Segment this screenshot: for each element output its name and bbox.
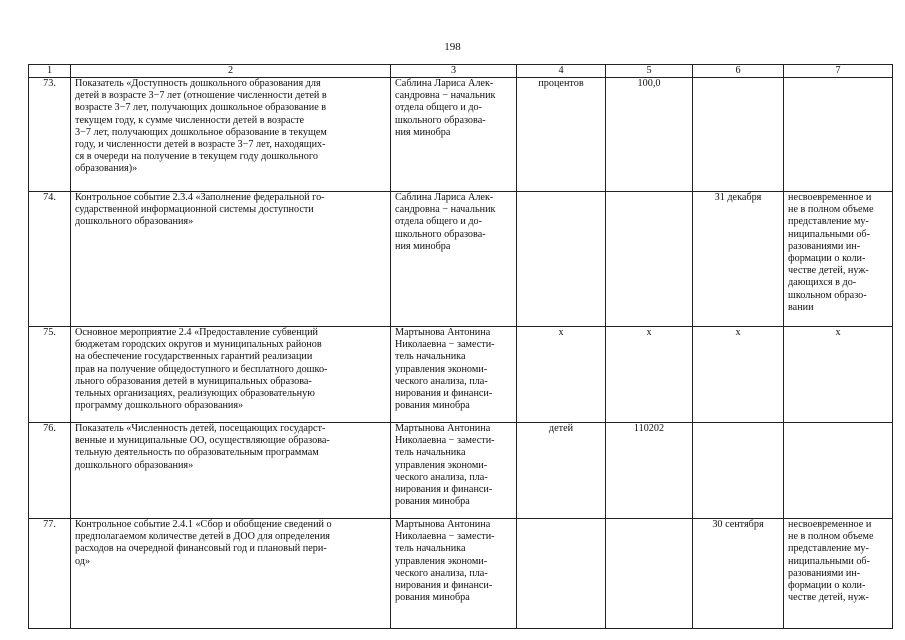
row-value: 110202 xyxy=(606,423,693,519)
row-date: 30 сентября xyxy=(693,519,784,629)
row-note xyxy=(784,78,893,192)
row-unit: процентов xyxy=(517,78,606,192)
row-note: х xyxy=(784,327,893,423)
row-description: Основное мероприятие 2.4 «Предоставление субвенций бюджетам городских округов и муниципальных районов на обеспечение государственных гарантий реализации прав на получение общедоступного и бесплатного дошко- льного образования детей в муниципальных образова- тельных организациях, реализующих образовательную программу дошкольного образования» xyxy=(71,327,391,423)
row-note xyxy=(784,423,893,519)
row-number: 74. xyxy=(29,192,71,327)
plan-table xyxy=(28,64,893,629)
row-unit: детей xyxy=(517,423,606,519)
table-row xyxy=(29,327,893,423)
row-value xyxy=(606,519,693,629)
row-responsible: Мартынова Антонина Николаевна − замести- тель начальника управления экономи- ческого анализа, пла- нирования и финанси- рования минобра xyxy=(391,423,517,519)
header-row xyxy=(29,65,893,78)
column-header: 3 xyxy=(391,65,517,78)
table-row xyxy=(29,192,893,327)
column-header: 4 xyxy=(517,65,606,78)
column-header: 5 xyxy=(606,65,693,78)
row-value: 100,0 xyxy=(606,78,693,192)
column-header: 6 xyxy=(693,65,784,78)
row-responsible: Саблина Лариса Алек- сандровна − начальник отдела общего и до- школьного образова- ния минобра xyxy=(391,192,517,327)
row-note: несвоевременное и не в полном объеме представление му- ниципальными об- разованиями ин- формации о коли- честве детей, нуж- дающихся в до- школьном образо- вании xyxy=(784,192,893,327)
table-row xyxy=(29,423,893,519)
row-date: 31 декабря xyxy=(693,192,784,327)
row-responsible: Мартынова Антонина Николаевна − замести- тель начальника управления экономи- ческого анализа, пла- нирования и финанси- рования минобра xyxy=(391,327,517,423)
column-header: 7 xyxy=(784,65,893,78)
row-description: Контрольное событие 2.4.1 «Сбор и обобщение сведений о предполагаемом количестве детей в ДОО для определения расходов на очередной финансовый год и плановый пери- од» xyxy=(71,519,391,629)
row-date: х xyxy=(693,327,784,423)
row-unit: х xyxy=(517,327,606,423)
row-value xyxy=(606,192,693,327)
row-description: Показатель «Численность детей, посещающих государст- венные и муниципальные ОО, осуществляющие образова- тельную деятельность по образовательным программам дошкольного образования» xyxy=(71,423,391,519)
row-responsible: Мартынова Антонина Николаевна − замести- тель начальника управления экономи- ческого анализа, пла- нирования и финанси- рования минобра xyxy=(391,519,517,629)
row-note: несвоевременное и не в полном объеме представление му- ниципальными об- разованиями ин- формации о коли- честве детей, нуж- xyxy=(784,519,893,629)
table-row xyxy=(29,78,893,192)
row-description: Контрольное событие 2.3.4 «Заполнение федеральной го- сударственной информационной системы доступности дошкольного образования» xyxy=(71,192,391,327)
row-date xyxy=(693,423,784,519)
row-value: х xyxy=(606,327,693,423)
row-responsible: Саблина Лариса Алек- сандровна − начальник отдела общего и до- школьного образова- ния минобра xyxy=(391,78,517,192)
column-header: 1 xyxy=(29,65,71,78)
column-header: 2 xyxy=(71,65,391,78)
row-number: 73. xyxy=(29,78,71,192)
row-number: 77. xyxy=(29,519,71,629)
row-unit xyxy=(517,192,606,327)
row-unit xyxy=(517,519,606,629)
row-number: 76. xyxy=(29,423,71,519)
page-number: 198 xyxy=(444,41,461,53)
row-description: Показатель «Доступность дошкольного образования для детей в возрасте 3−7 лет (отношение численности детей в возрасте 3−7 лет, получающих дошкольное образование в текущем году, к сумме численности детей в возрасте 3−7 лет, получающих дошкольное образование в текущем году, и численности детей в возрасте 3−7 лет, находящих- ся в очереди на получение в текущем году дошкольного образования)» xyxy=(71,78,391,192)
row-number: 75. xyxy=(29,327,71,423)
row-date xyxy=(693,78,784,192)
table-row xyxy=(29,519,893,629)
